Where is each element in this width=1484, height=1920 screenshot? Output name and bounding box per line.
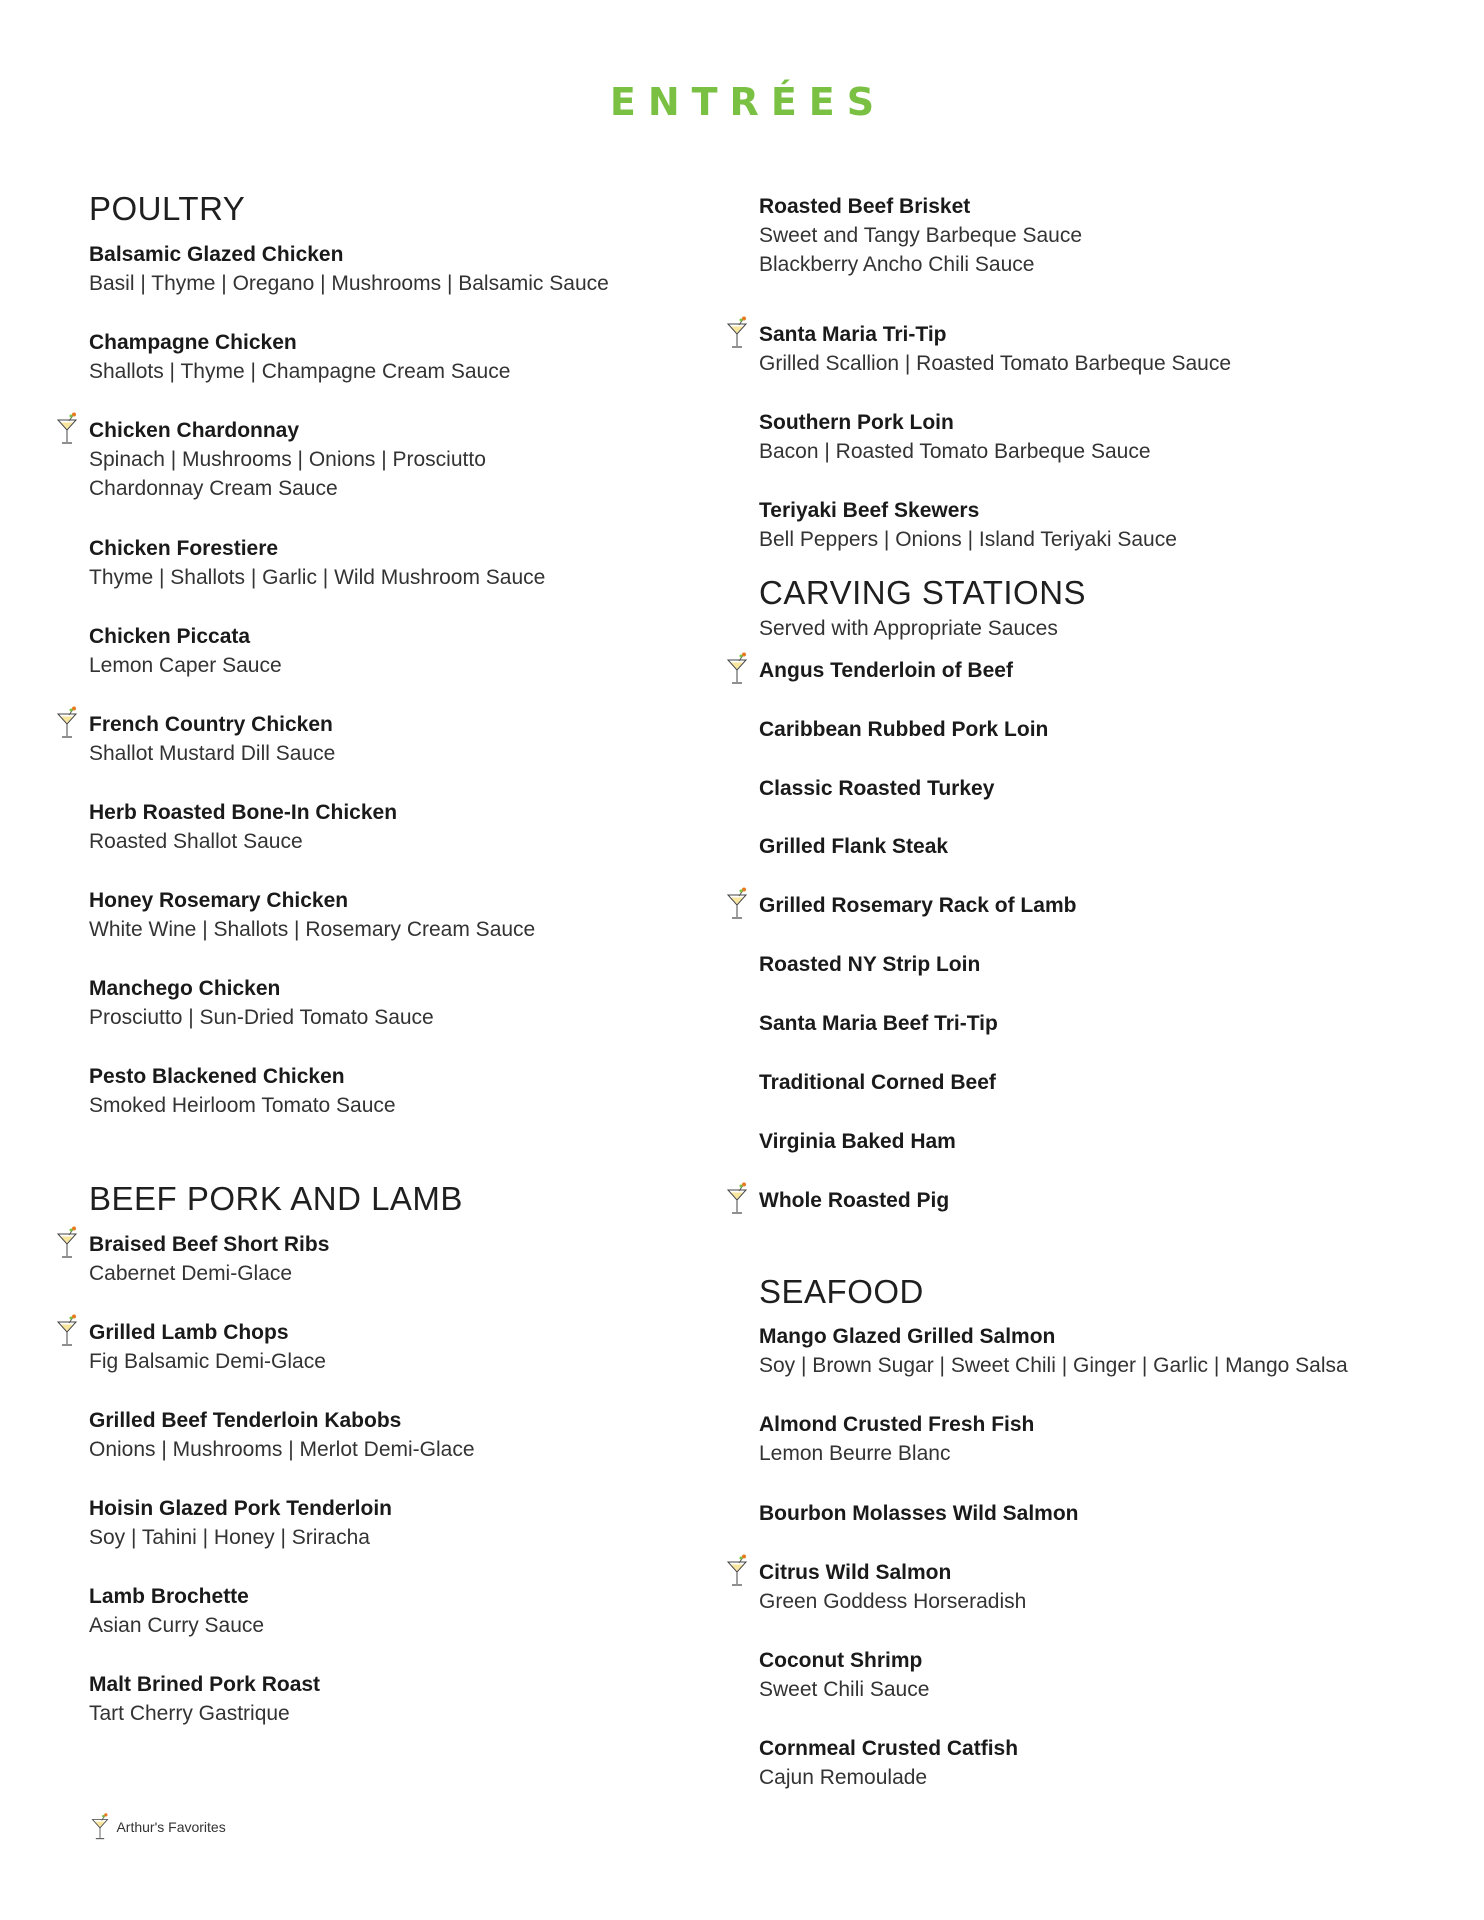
menu-item-description: Thyme | Shallots | Garlic | Wild Mushroom Sauce: [89, 566, 546, 589]
menu-item-description: Soy | Tahini | Honey | Sriracha: [89, 1526, 370, 1549]
menu-item-description: Fig Balsamic Demi-Glace: [89, 1350, 326, 1373]
menu-item-name: Herb Roasted Bone-In Chicken: [89, 801, 398, 824]
menu-item-name: Citrus Wild Salmon: [759, 1561, 952, 1584]
menu-item: [89, 710, 335, 768]
menu-item: [89, 1406, 475, 1464]
martini-glass-icon: [55, 412, 79, 446]
menu-item-name: Angus Tenderloin of Beef: [759, 659, 1013, 682]
menu-item-name: Bourbon Molasses Wild Salmon: [759, 1502, 1079, 1525]
menu-item-name: Grilled Lamb Chops: [89, 1321, 289, 1344]
menu-item-description: Shallot Mustard Dill Sauce: [89, 742, 336, 765]
menu-item: [759, 1410, 1034, 1468]
page-title: ENTRÉES: [609, 80, 887, 124]
menu-item-description: Sweet Chili Sauce: [759, 1678, 930, 1701]
section-heading-poultry: POULTRY: [89, 190, 246, 227]
menu-item-name: Champagne Chicken: [89, 331, 297, 354]
menu-item: [89, 1318, 326, 1376]
menu-item-description: Green Goddess Horseradish: [759, 1590, 1027, 1613]
menu-item: [759, 320, 1231, 378]
menu-item: [759, 1558, 1026, 1616]
menu-item: [89, 534, 545, 592]
menu-item-description: Tart Cherry Gastrique: [89, 1702, 290, 1725]
menu-item-description: Blackberry Ancho Chili Sauce: [759, 253, 1035, 276]
martini-glass-icon: [725, 652, 749, 686]
menu-item: [759, 891, 1076, 920]
menu-item-name: Southern Pork Loin: [759, 411, 954, 434]
menu-item-description: Asian Curry Sauce: [89, 1614, 265, 1637]
menu-item-description: White Wine | Shallots | Rosemary Cream Sauce: [89, 918, 536, 941]
menu-item: [89, 798, 397, 856]
menu-item: [759, 1499, 1079, 1528]
menu-item: [759, 408, 1151, 466]
menu-item: [759, 950, 980, 979]
menu-item-description: Soy | Brown Sugar | Sweet Chili | Ginger | Garlic | Mango Salsa: [759, 1354, 1348, 1377]
menu-item: [89, 1494, 392, 1552]
menu-item: [759, 496, 1177, 554]
menu-item-description: Chardonnay Cream Sauce: [89, 477, 338, 500]
menu-item-description: Onions | Mushrooms | Merlot Demi-Glace: [89, 1438, 475, 1461]
menu-item: [89, 1670, 320, 1728]
menu-item-name: Mango Glazed Grilled Salmon: [759, 1325, 1056, 1348]
menu-item-name: Manchego Chicken: [89, 977, 281, 1000]
menu-item-name: Hoisin Glazed Pork Tenderloin: [89, 1497, 392, 1520]
menu-item: [759, 656, 1013, 685]
menu-item-description: Basil | Thyme | Oregano | Mushrooms | Balsamic Sauce: [89, 272, 609, 295]
menu-item: [759, 1734, 1018, 1792]
menu-item-name: Traditional Corned Beef: [759, 1071, 996, 1094]
martini-glass-icon: [90, 1812, 110, 1842]
martini-glass-icon: [725, 1554, 749, 1588]
menu-item-name: Malt Brined Pork Roast: [89, 1673, 321, 1696]
menu-item-name: Chicken Chardonnay: [89, 419, 300, 442]
menu-item-name: Honey Rosemary Chicken: [89, 889, 349, 912]
menu-item-name: Whole Roasted Pig: [759, 1189, 950, 1212]
menu-item: [759, 192, 1082, 279]
menu-item-description: Sweet and Tangy Barbeque Sauce: [759, 224, 1083, 247]
menu-item: [759, 715, 1048, 744]
menu-item-name: Pesto Blackened Chicken: [89, 1065, 345, 1088]
menu-item: [759, 1009, 998, 1038]
menu-item: [89, 1582, 264, 1640]
menu-item: [89, 416, 486, 503]
legend-label: Arthur's Favorites: [116, 1819, 226, 1835]
menu-item: [89, 240, 609, 298]
menu-item-name: Cornmeal Crusted Catfish: [759, 1737, 1019, 1760]
menu-item: [89, 1062, 396, 1120]
menu-item: [759, 1186, 949, 1215]
martini-glass-icon: [725, 316, 749, 350]
menu-item-name: Virginia Baked Ham: [759, 1130, 956, 1153]
section-heading-carving-stations: CARVING STATIONS: [759, 574, 1087, 611]
menu-item-description: Cabernet Demi-Glace: [89, 1262, 293, 1285]
menu-item-name: French Country Chicken: [89, 713, 333, 736]
menu-item-name: Caribbean Rubbed Pork Loin: [759, 718, 1049, 741]
menu-item-description: Bell Peppers | Onions | Island Teriyaki Sauce: [759, 528, 1177, 551]
martini-glass-icon: [55, 1226, 79, 1260]
menu-item: [89, 328, 510, 386]
menu-item-name: Grilled Flank Steak: [759, 835, 949, 858]
menu-item-description: Smoked Heirloom Tomato Sauce: [89, 1094, 396, 1117]
menu-item-name: Almond Crusted Fresh Fish: [759, 1413, 1035, 1436]
menu-item-description: Lemon Beurre Blanc: [759, 1442, 951, 1465]
menu-item-name: Santa Maria Beef Tri-Tip: [759, 1012, 998, 1035]
menu-item: [759, 1127, 956, 1156]
menu-item-description: Grilled Scallion | Roasted Tomato Barbeque Sauce: [759, 352, 1232, 375]
menu-item-name: Lamb Brochette: [89, 1585, 249, 1608]
legend: [90, 1812, 226, 1842]
menu-item-description: Spinach | Mushrooms | Onions | Prosciutto: [89, 448, 486, 471]
menu-item-name: Chicken Forestiere: [89, 537, 279, 560]
menu-item-name: Santa Maria Tri-Tip: [759, 323, 947, 346]
menu-item-name: Grilled Rosemary Rack of Lamb: [759, 894, 1077, 917]
section-heading-beef-pork-lamb: BEEF PORK AND LAMB: [89, 1180, 463, 1217]
menu-item-description: Cajun Remoulade: [759, 1766, 928, 1789]
menu-item: [759, 1322, 1348, 1380]
menu-item-name: Roasted NY Strip Loin: [759, 953, 981, 976]
menu-item: [759, 832, 948, 861]
menu-item-name: Chicken Piccata: [89, 625, 251, 648]
menu-item: [759, 1646, 929, 1704]
menu-item-name: Coconut Shrimp: [759, 1649, 923, 1672]
menu-item-name: Roasted Beef Brisket: [759, 195, 971, 218]
menu-item-description: Shallots | Thyme | Champagne Cream Sauce: [89, 360, 511, 383]
menu-item-description: Lemon Caper Sauce: [89, 654, 282, 677]
menu-item-description: Prosciutto | Sun-Dried Tomato Sauce: [89, 1006, 434, 1029]
martini-glass-icon: [55, 706, 79, 740]
menu-item-name: Braised Beef Short Ribs: [89, 1233, 330, 1256]
menu-item: [89, 886, 535, 944]
menu-item: [759, 774, 994, 803]
menu-item: [89, 974, 434, 1032]
section-subheading: Served with Appropriate Sauces: [759, 617, 1058, 640]
menu-item-name: Teriyaki Beef Skewers: [759, 499, 980, 522]
menu-item: [89, 622, 282, 680]
martini-glass-icon: [55, 1314, 79, 1348]
menu-item-name: Grilled Beef Tenderloin Kabobs: [89, 1409, 402, 1432]
section-heading-seafood: SEAFOOD: [759, 1273, 924, 1310]
martini-glass-icon: [725, 887, 749, 921]
menu-item-description: Bacon | Roasted Tomato Barbeque Sauce: [759, 440, 1151, 463]
menu-item-name: Classic Roasted Turkey: [759, 777, 995, 800]
martini-glass-icon: [725, 1182, 749, 1216]
menu-item-name: Balsamic Glazed Chicken: [89, 243, 344, 266]
menu-item: [759, 1068, 996, 1097]
menu-item-description: Roasted Shallot Sauce: [89, 830, 303, 853]
menu-item: [89, 1230, 329, 1288]
